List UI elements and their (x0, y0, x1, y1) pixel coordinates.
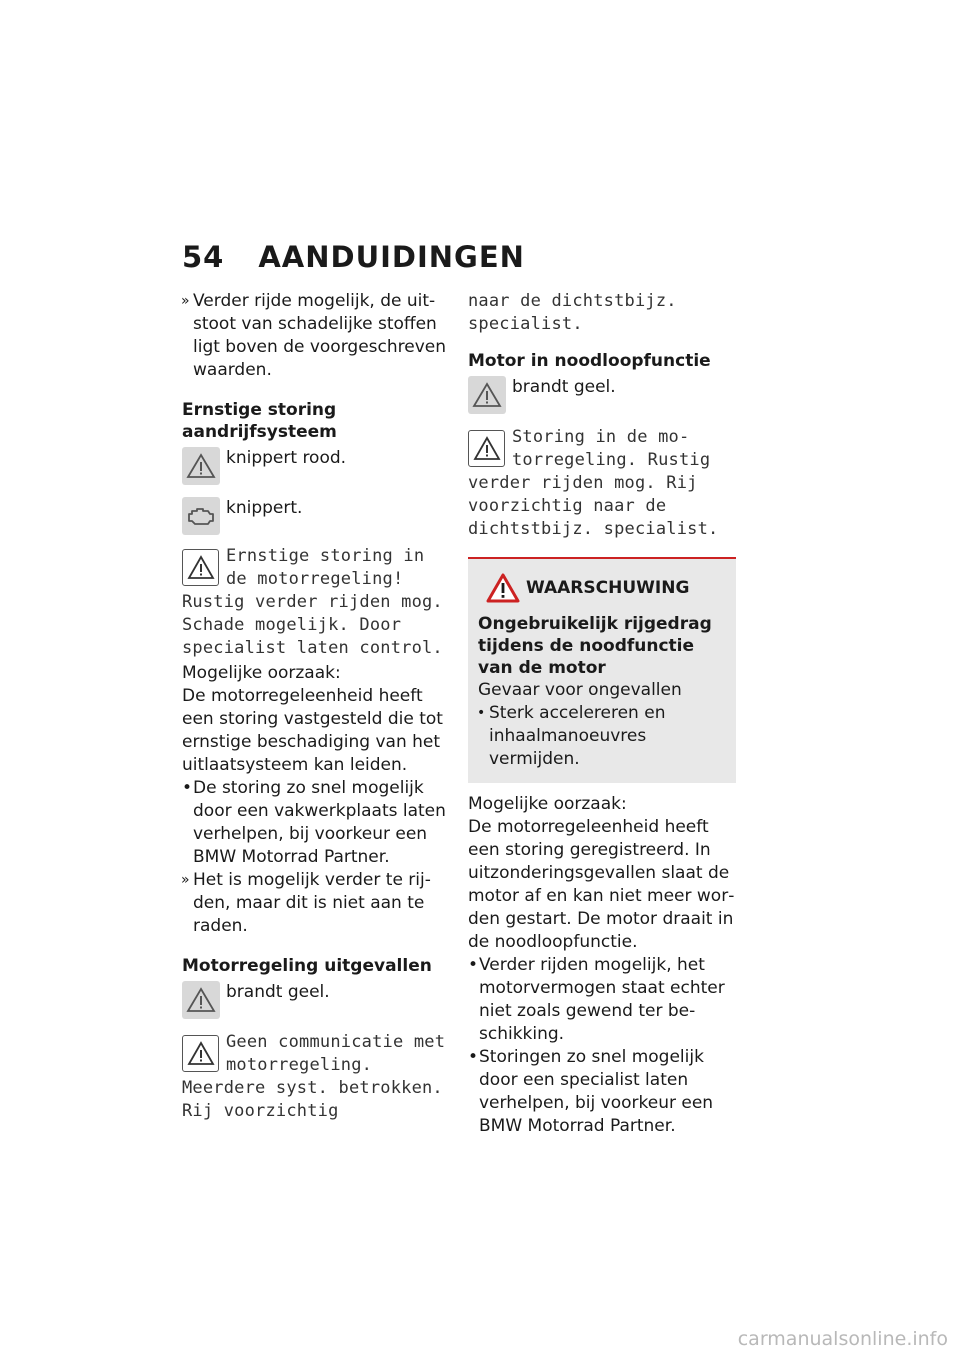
indicator-text: brandt geel. (512, 377, 616, 397)
cause-label: Mogelijke oorzaak: (468, 794, 627, 814)
cause-text: De motorregeleenheid heeft een storing vastgesteld die tot ernstige beschadiging van het uitlaatsysteem kan leiden. (182, 686, 443, 775)
bullet-item: • De storing zo snel mogelijk door een vakwerkplaats laten verhelpen, bij voorkeur een BMW Motorrad Partner. (182, 778, 446, 867)
bullet-item: • Storingen zo snel mogelijk door een specialist laten verhelpen, bij voorkeur een BMW Motorrad Partner. (468, 1047, 714, 1136)
display-message (468, 426, 738, 541)
bullet-item: • Verder rijden mogelijk, het motorvermogen staat echter niet zoals gewend ter beschikking. (468, 955, 725, 1044)
display-message (182, 1031, 452, 1123)
bullet-icon: • (468, 955, 479, 975)
engine-icon (182, 497, 220, 535)
indicator-row (182, 447, 452, 485)
warning-triangle-icon (182, 981, 220, 1019)
warning-triangle-icon (468, 376, 506, 414)
cause-text: De motorregeleenheid heeft een storing geregistreerd. In uitzonderingsgevallen slaat de motor af en kan niet meer worden gestart. De motor draait in de noodloopfunctie. (468, 817, 735, 952)
display-text: Geen communicatie met motorregeling. Meerdere syst. betrokken. Rij voorzichtig (182, 1032, 446, 1121)
arrow-item: » Het is mogelijk verder te rijden, maar dit is niet aan te raden. (181, 870, 431, 936)
indicator-row (182, 497, 452, 535)
display-text: Storing in de motorregeling. Rustig verder rijden mog. Rij voorzichtig naar de dichtstbijz. specialist. (468, 427, 719, 539)
warning-triangle-icon (182, 549, 219, 586)
bullet-item: • Sterk accelereren en inhaalmanoeuvres vermijden. (477, 703, 666, 769)
left-column (182, 290, 452, 1123)
section-heading: Ernstige storing aandrijfsysteem (182, 400, 337, 442)
indicator-text: knippert rood. (226, 448, 347, 468)
page-header (182, 240, 525, 274)
warning-triangle-icon (468, 430, 505, 467)
display-text: Ernstige storing in de motorregeling! Rustig verder rijden mog. Schade mogelijk. Door specialist laten control. (182, 546, 443, 658)
bullet-icon: • (182, 778, 193, 798)
warning-sign-icon (486, 573, 520, 603)
indicator-text: knippert. (226, 498, 303, 518)
arrow-item: » Verder rijde mogelijk, de uitstoot van schadelijke stoffen ligt boven de voorgeschreven waarden. (181, 291, 446, 380)
indicator-row (468, 376, 738, 414)
warning-heading: Ongebruikelijk rijgedrag tijdens de noodfunctie van de motor (478, 614, 712, 678)
section-heading: Motorregeling uitgevallen (182, 956, 432, 976)
warning-text: Gevaar voor ongevallen (478, 680, 682, 700)
page-title: AANDUIDINGEN (258, 240, 525, 274)
warning-box (468, 557, 736, 783)
warning-title: WAARSCHUWING (486, 573, 726, 603)
indicator-row (182, 981, 452, 1019)
indicator-text: brandt geel. (226, 982, 330, 1002)
page-number: 54 (182, 240, 225, 274)
arrow-marker-icon: » (181, 293, 190, 309)
display-message (182, 545, 452, 660)
watermark: carmanualsonline.info (737, 1328, 948, 1350)
display-text-continued: naar de dichtstbijz. specialist. (468, 291, 677, 334)
warning-triangle-icon (182, 447, 220, 485)
right-column (468, 290, 738, 1138)
section-heading: Motor in noodloopfunctie (468, 351, 711, 371)
cause-label: Mogelijke oorzaak: (182, 663, 341, 683)
arrow-marker-icon: » (181, 872, 190, 888)
bullet-icon: • (477, 705, 486, 721)
warning-triangle-icon (182, 1035, 219, 1072)
bullet-icon: • (468, 1047, 479, 1067)
